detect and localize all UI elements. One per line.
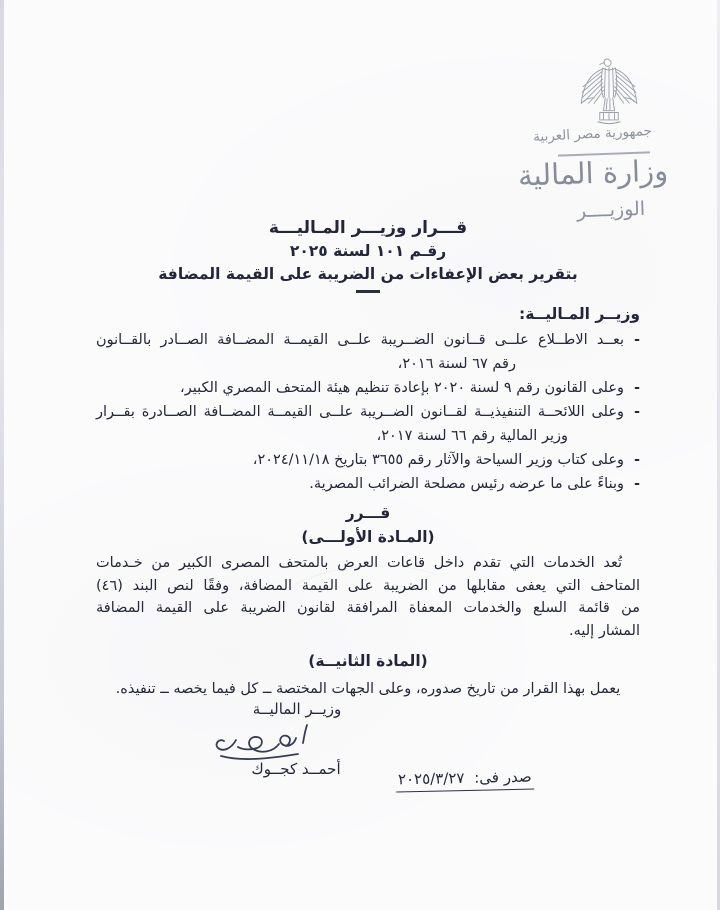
bullet-dash: -: [633, 332, 640, 348]
article-one-line: من قائمة السلع والخدمات المعفاة المرافقة لقانون الضريبة على القيمة المضافة: [96, 600, 640, 616]
preamble-item-line: بعــد الاطــلاع علــى قــانون الضــريبة علــى القيمــة المضــافة الصــادر بالقــانون: [96, 332, 624, 348]
preamble-item-line: رقم ٦٧ لسنة ٢٠١٦،: [397, 356, 516, 372]
issuance-label: صدر فى:: [474, 767, 532, 787]
article-one-heading: (المـادة الأولـــى): [301, 528, 435, 546]
preamble-item-line: وزير المالية رقم ٦٦ لسنة ٢٠١٧،: [376, 428, 568, 444]
preamble-list: [96, 328, 640, 496]
minister-office-calligraphy: الوزيــــر: [576, 197, 646, 223]
decided-word: قـــرر: [345, 504, 391, 522]
republic-calligraphy: جمهورية مصر العربية: [532, 122, 653, 146]
preamble-item-line: وعلى القانون رقم ٩ لسنة ٢٠٢٠ بإعادة تنظيم هيئة المتحف المصري الكبير،: [180, 380, 624, 396]
preamble-item: [96, 448, 640, 472]
decree-subject: بتقرير بعض الإعفاءات من الضريبة على القيمة المضافة: [158, 265, 578, 283]
decree-number: رقـم ١٠١ لسنة ٢٠٢٥: [289, 242, 447, 260]
bullet-dash: -: [633, 452, 640, 468]
bullet-dash: -: [633, 476, 640, 492]
bullet-dash: -: [633, 380, 640, 396]
preamble-item-line: وعلى اللائحــة التنفيذيــة لقــانون الضــريبة علــى القيمــة المضــافة الصــادرة بقــرار: [96, 404, 624, 420]
article-two-heading: (المادة الثانيــة): [308, 652, 428, 670]
preamble-item: [96, 472, 640, 496]
preamble-item-line: وعلى كتاب وزير السياحة والآثار رقم ٣٦٥٥ بتاريخ ٢٠٢٤/١١/١٨،: [252, 452, 624, 468]
article-two-text: يعمل بهذا القرار من تاريخ صدوره، وعلى الجهات المختصة ــ كل فيما يخصه ــ تنفيذه.: [115, 681, 621, 697]
signatory-title: وزيــر الماليــة: [252, 700, 342, 718]
title-underline-dash: [356, 290, 380, 293]
preamble-item: [96, 376, 640, 400]
preamble-item: [96, 328, 640, 376]
preamble-item: [96, 400, 640, 448]
article-one-line: تُعد الخدمات التي تقدم داخل قاعات العرض بالمتحف المصرى الكبير من خـدمات: [96, 555, 622, 571]
preamble-heading: وزيــر المـاليــة:: [519, 305, 640, 323]
decree-title: قـــرار وزيـــر المـاليـــة: [268, 218, 468, 238]
signatory-name: أحمــد كجــوك: [251, 760, 341, 778]
bullet-dash: -: [633, 404, 640, 420]
ministry-calligraphy: وزارة المالية: [517, 153, 669, 193]
issuance-date: ٢٠٢٥/٣/٢٧: [397, 769, 465, 789]
preamble-item-line: وبناءً على ما عرضه رئيس مصلحة الضرائب المصرية.: [309, 476, 624, 492]
article-one-line: المشار إليه.: [569, 622, 640, 639]
article-one-line: المتاحف التي يعفى مقابلها من الضريبة على القيمة المضافة، وفقًا لنص البند (٤٦): [96, 577, 640, 594]
issuance-line: [396, 768, 534, 793]
